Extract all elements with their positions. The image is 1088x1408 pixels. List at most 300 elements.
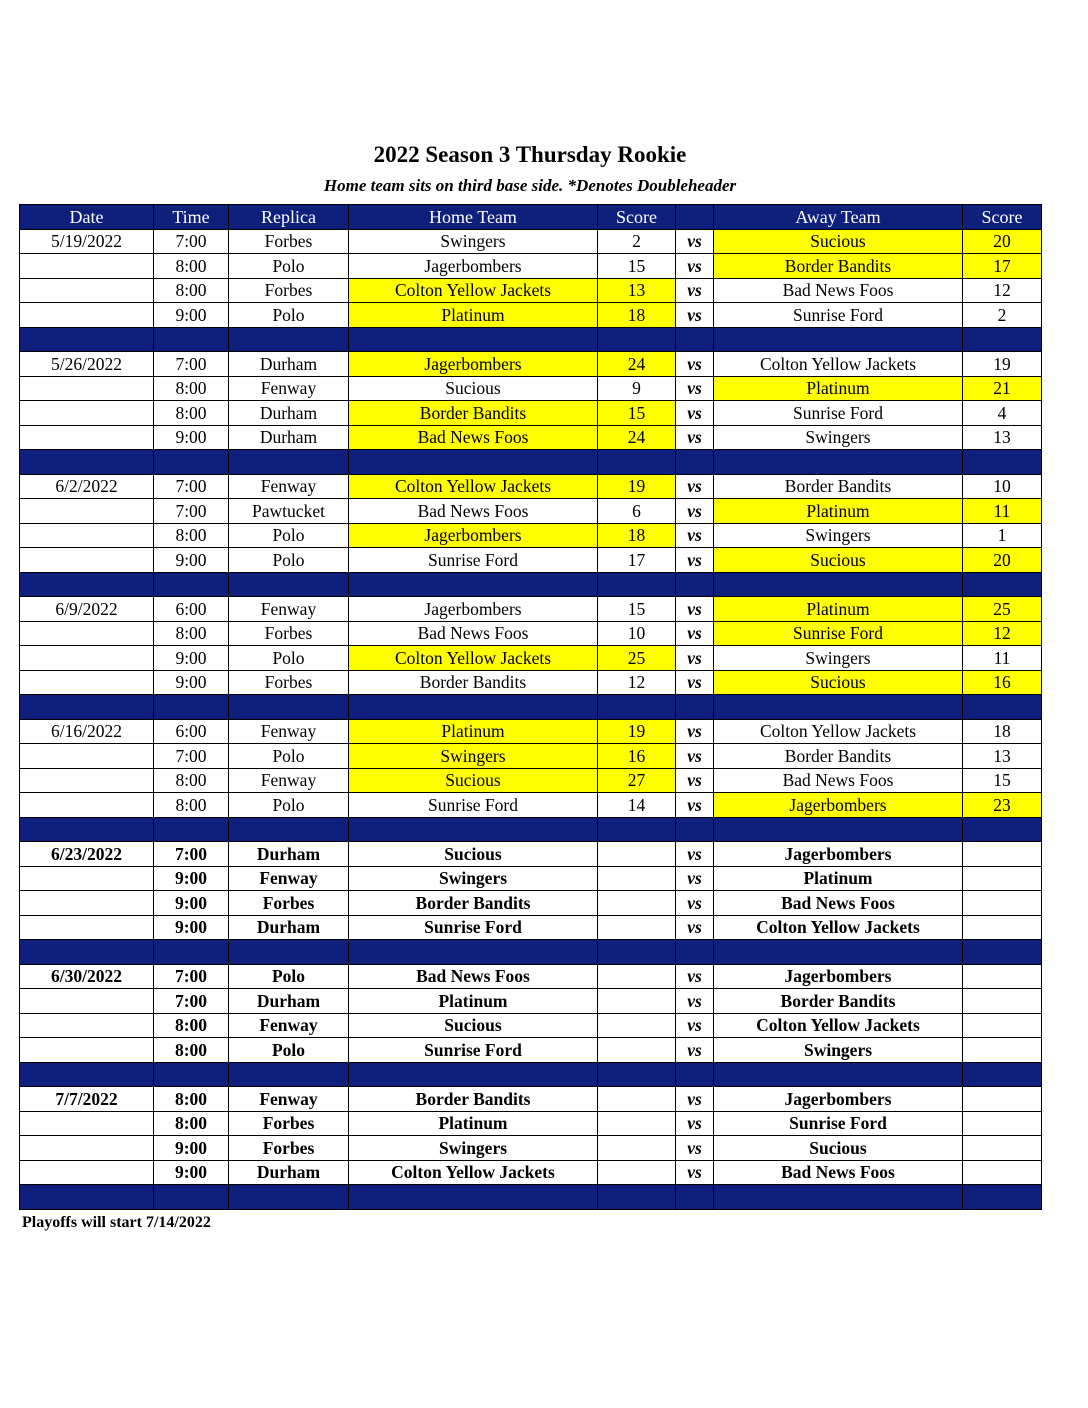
game-row (20, 278, 1042, 303)
vs-label: vs (676, 1136, 714, 1161)
home-team: Jagerbombers (349, 597, 598, 622)
away-score: 15 (963, 768, 1042, 793)
game-field: Polo (229, 523, 349, 548)
separator-cell (598, 817, 676, 842)
home-score: 9 (598, 376, 676, 401)
game-date (20, 499, 154, 524)
game-date (20, 646, 154, 671)
game-time: 8:00 (154, 1013, 229, 1038)
home-team: Platinum (349, 1111, 598, 1136)
week-separator-row (20, 940, 1042, 965)
home-team: Colton Yellow Jackets (349, 646, 598, 671)
home-team: Swingers (349, 1136, 598, 1161)
game-time: 8:00 (154, 523, 229, 548)
vs-label: vs (676, 401, 714, 426)
vs-label: vs (676, 523, 714, 548)
separator-cell (963, 572, 1042, 597)
game-time: 8:00 (154, 401, 229, 426)
separator-cell (676, 940, 714, 965)
away-score (963, 1160, 1042, 1185)
game-time: 7:00 (154, 229, 229, 254)
away-team: Sucious (714, 670, 963, 695)
separator-cell (20, 1185, 154, 1210)
schedule-table (19, 204, 1042, 1210)
game-row (20, 915, 1042, 940)
game-field: Polo (229, 1038, 349, 1063)
away-team: Swingers (714, 646, 963, 671)
game-field: Fenway (229, 474, 349, 499)
home-team: Platinum (349, 303, 598, 328)
separator-cell (229, 1185, 349, 1210)
game-date (20, 866, 154, 891)
home-team: Border Bandits (349, 401, 598, 426)
home-score (598, 866, 676, 891)
vs-label: vs (676, 499, 714, 524)
home-score (598, 1160, 676, 1185)
game-row (20, 401, 1042, 426)
home-score: 27 (598, 768, 676, 793)
home-score: 18 (598, 523, 676, 548)
separator-cell (598, 1062, 676, 1087)
away-score (963, 1038, 1042, 1063)
separator-cell (714, 450, 963, 475)
game-field: Polo (229, 303, 349, 328)
vs-label: vs (676, 425, 714, 450)
away-team: Sucious (714, 229, 963, 254)
separator-cell (714, 695, 963, 720)
separator-cell (154, 1062, 229, 1087)
away-score: 13 (963, 425, 1042, 450)
vs-label: vs (676, 1111, 714, 1136)
game-time: 9:00 (154, 670, 229, 695)
separator-cell (154, 1185, 229, 1210)
separator-cell (598, 695, 676, 720)
separator-cell (676, 817, 714, 842)
away-team: Bad News Foos (714, 768, 963, 793)
game-date (20, 254, 154, 279)
away-score (963, 866, 1042, 891)
home-team: Sucious (349, 1013, 598, 1038)
home-team: Sucious (349, 842, 598, 867)
home-score: 2 (598, 229, 676, 254)
game-date: 5/26/2022 (20, 352, 154, 377)
home-team: Bad News Foos (349, 499, 598, 524)
game-row (20, 425, 1042, 450)
game-time: 8:00 (154, 1038, 229, 1063)
home-score: 10 (598, 621, 676, 646)
home-score: 25 (598, 646, 676, 671)
game-row (20, 376, 1042, 401)
week-separator-row (20, 327, 1042, 352)
away-team: Jagerbombers (714, 793, 963, 818)
game-field: Fenway (229, 1013, 349, 1038)
game-time: 8:00 (154, 621, 229, 646)
game-time: 7:00 (154, 744, 229, 769)
page-subtitle: Home team sits on third base side. *Denotes Doubleheader (323, 176, 737, 195)
game-time: 9:00 (154, 646, 229, 671)
home-score (598, 1111, 676, 1136)
away-team: Platinum (714, 499, 963, 524)
separator-cell (349, 940, 598, 965)
away-score (963, 1087, 1042, 1112)
away-team: Border Bandits (714, 474, 963, 499)
game-row (20, 352, 1042, 377)
game-date (20, 744, 154, 769)
away-score: 11 (963, 646, 1042, 671)
separator-cell (349, 450, 598, 475)
separator-cell (349, 1185, 598, 1210)
vs-label: vs (676, 474, 714, 499)
home-score (598, 1013, 676, 1038)
separator-cell (229, 572, 349, 597)
game-row (20, 597, 1042, 622)
vs-label: vs (676, 303, 714, 328)
vs-label: vs (676, 964, 714, 989)
home-team: Platinum (349, 719, 598, 744)
away-score: 18 (963, 719, 1042, 744)
away-team: Sunrise Ford (714, 303, 963, 328)
home-team: Jagerbombers (349, 523, 598, 548)
home-team: Colton Yellow Jackets (349, 1160, 598, 1185)
home-score: 16 (598, 744, 676, 769)
home-team: Colton Yellow Jackets (349, 278, 598, 303)
vs-label: vs (676, 1160, 714, 1185)
separator-cell (154, 572, 229, 597)
away-team: Platinum (714, 866, 963, 891)
vs-label: vs (676, 768, 714, 793)
home-team: Border Bandits (349, 891, 598, 916)
game-row (20, 621, 1042, 646)
separator-cell (349, 817, 598, 842)
home-team: Jagerbombers (349, 254, 598, 279)
separator-cell (349, 327, 598, 352)
away-team: Sucious (714, 548, 963, 573)
game-time: 8:00 (154, 254, 229, 279)
game-time: 9:00 (154, 915, 229, 940)
game-field: Durham (229, 842, 349, 867)
game-date (20, 303, 154, 328)
away-score: 16 (963, 670, 1042, 695)
home-score: 19 (598, 474, 676, 499)
game-field: Forbes (229, 278, 349, 303)
separator-cell (229, 327, 349, 352)
away-team: Jagerbombers (714, 964, 963, 989)
away-score (963, 842, 1042, 867)
home-team: Colton Yellow Jackets (349, 474, 598, 499)
separator-cell (963, 940, 1042, 965)
separator-cell (20, 940, 154, 965)
away-score: 20 (963, 229, 1042, 254)
game-date (20, 1013, 154, 1038)
game-field: Polo (229, 254, 349, 279)
game-field: Forbes (229, 670, 349, 695)
home-score: 12 (598, 670, 676, 695)
home-team: Platinum (349, 989, 598, 1014)
away-team: Sunrise Ford (714, 401, 963, 426)
header-date: Date (20, 205, 154, 230)
home-team: Swingers (349, 744, 598, 769)
away-score: 20 (963, 548, 1042, 573)
separator-cell (598, 450, 676, 475)
away-team: Sunrise Ford (714, 1111, 963, 1136)
away-team: Border Bandits (714, 254, 963, 279)
game-date (20, 891, 154, 916)
vs-label: vs (676, 597, 714, 622)
game-time: 9:00 (154, 866, 229, 891)
game-date (20, 523, 154, 548)
game-time: 9:00 (154, 891, 229, 916)
home-score: 15 (598, 254, 676, 279)
away-team: Bad News Foos (714, 278, 963, 303)
away-team: Platinum (714, 376, 963, 401)
game-date: 5/19/2022 (20, 229, 154, 254)
vs-label: vs (676, 229, 714, 254)
home-team: Border Bandits (349, 1087, 598, 1112)
separator-cell (676, 1185, 714, 1210)
game-row (20, 1136, 1042, 1161)
game-field: Fenway (229, 1087, 349, 1112)
home-team: Jagerbombers (349, 352, 598, 377)
separator-cell (20, 817, 154, 842)
away-score: 25 (963, 597, 1042, 622)
game-row (20, 989, 1042, 1014)
separator-cell (154, 695, 229, 720)
game-row (20, 523, 1042, 548)
away-score: 13 (963, 744, 1042, 769)
week-separator-row (20, 817, 1042, 842)
away-team: Colton Yellow Jackets (714, 1013, 963, 1038)
game-time: 8:00 (154, 376, 229, 401)
away-score (963, 989, 1042, 1014)
game-time: 6:00 (154, 597, 229, 622)
separator-cell (714, 327, 963, 352)
vs-label: vs (676, 1038, 714, 1063)
game-date (20, 670, 154, 695)
away-score (963, 915, 1042, 940)
vs-label: vs (676, 278, 714, 303)
home-score (598, 989, 676, 1014)
away-score: 4 (963, 401, 1042, 426)
home-score (598, 1087, 676, 1112)
game-row (20, 891, 1042, 916)
game-time: 7:00 (154, 352, 229, 377)
away-team: Swingers (714, 1038, 963, 1063)
home-team: Swingers (349, 866, 598, 891)
away-score: 21 (963, 376, 1042, 401)
vs-label: vs (676, 989, 714, 1014)
footer-note: Playoffs will start 7/14/2022 (22, 1214, 211, 1231)
separator-cell (676, 572, 714, 597)
game-time: 8:00 (154, 1111, 229, 1136)
game-field: Fenway (229, 866, 349, 891)
separator-cell (676, 327, 714, 352)
game-date (20, 1136, 154, 1161)
game-row (20, 719, 1042, 744)
schedule-body (20, 229, 1042, 1209)
home-score (598, 964, 676, 989)
game-row (20, 646, 1042, 671)
header-away-team: Away Team (714, 205, 963, 230)
away-score (963, 964, 1042, 989)
game-field: Durham (229, 425, 349, 450)
game-row (20, 1160, 1042, 1185)
game-date (20, 401, 154, 426)
vs-label: vs (676, 548, 714, 573)
game-row (20, 793, 1042, 818)
game-date (20, 768, 154, 793)
game-field: Polo (229, 646, 349, 671)
home-team: Bad News Foos (349, 621, 598, 646)
separator-cell (229, 1062, 349, 1087)
game-date (20, 989, 154, 1014)
separator-cell (20, 572, 154, 597)
vs-label: vs (676, 915, 714, 940)
home-score: 15 (598, 401, 676, 426)
game-date (20, 793, 154, 818)
header-row (20, 205, 1042, 230)
game-field: Durham (229, 915, 349, 940)
away-team: Swingers (714, 425, 963, 450)
week-separator-row (20, 450, 1042, 475)
game-date (20, 548, 154, 573)
separator-cell (229, 940, 349, 965)
separator-cell (349, 695, 598, 720)
game-field: Forbes (229, 621, 349, 646)
home-score (598, 1038, 676, 1063)
separator-cell (714, 940, 963, 965)
vs-label: vs (676, 793, 714, 818)
game-row (20, 768, 1042, 793)
away-score: 17 (963, 254, 1042, 279)
game-row (20, 499, 1042, 524)
separator-cell (963, 450, 1042, 475)
game-date (20, 1111, 154, 1136)
game-time: 8:00 (154, 793, 229, 818)
away-team: Jagerbombers (714, 842, 963, 867)
home-score: 14 (598, 793, 676, 818)
game-row (20, 1087, 1042, 1112)
separator-cell (229, 695, 349, 720)
away-team: Sucious (714, 1136, 963, 1161)
away-team: Jagerbombers (714, 1087, 963, 1112)
game-date (20, 915, 154, 940)
vs-label: vs (676, 254, 714, 279)
week-separator-row (20, 1185, 1042, 1210)
home-score (598, 842, 676, 867)
separator-cell (963, 1062, 1042, 1087)
game-field: Durham (229, 401, 349, 426)
separator-cell (714, 572, 963, 597)
separator-cell (20, 695, 154, 720)
away-score: 10 (963, 474, 1042, 499)
week-separator-row (20, 1062, 1042, 1087)
home-team: Sucious (349, 376, 598, 401)
week-separator-row (20, 572, 1042, 597)
game-row (20, 1013, 1042, 1038)
game-field: Forbes (229, 891, 349, 916)
game-date: 6/2/2022 (20, 474, 154, 499)
home-team: Border Bandits (349, 670, 598, 695)
game-time: 7:00 (154, 474, 229, 499)
home-score: 24 (598, 352, 676, 377)
separator-cell (598, 940, 676, 965)
header-time: Time (154, 205, 229, 230)
home-team: Swingers (349, 229, 598, 254)
separator-cell (20, 327, 154, 352)
game-row (20, 744, 1042, 769)
away-team: Bad News Foos (714, 891, 963, 916)
home-score: 6 (598, 499, 676, 524)
separator-cell (154, 327, 229, 352)
vs-label: vs (676, 376, 714, 401)
game-time: 7:00 (154, 989, 229, 1014)
away-team: Colton Yellow Jackets (714, 915, 963, 940)
separator-cell (154, 940, 229, 965)
game-row (20, 964, 1042, 989)
away-score: 2 (963, 303, 1042, 328)
game-date: 7/7/2022 (20, 1087, 154, 1112)
game-field: Fenway (229, 719, 349, 744)
vs-label: vs (676, 352, 714, 377)
away-team: Swingers (714, 523, 963, 548)
header-away-score: Score (963, 205, 1042, 230)
separator-cell (963, 1185, 1042, 1210)
away-team: Border Bandits (714, 989, 963, 1014)
game-time: 9:00 (154, 548, 229, 573)
game-time: 9:00 (154, 303, 229, 328)
game-field: Fenway (229, 768, 349, 793)
separator-cell (676, 1062, 714, 1087)
game-time: 9:00 (154, 425, 229, 450)
vs-label: vs (676, 1013, 714, 1038)
home-team: Sunrise Ford (349, 793, 598, 818)
game-row (20, 670, 1042, 695)
home-team: Sunrise Ford (349, 915, 598, 940)
game-field: Durham (229, 352, 349, 377)
vs-label: vs (676, 621, 714, 646)
away-score: 11 (963, 499, 1042, 524)
game-row (20, 229, 1042, 254)
game-time: 7:00 (154, 499, 229, 524)
game-time: 6:00 (154, 719, 229, 744)
separator-cell (676, 450, 714, 475)
separator-cell (229, 450, 349, 475)
week-separator-row (20, 695, 1042, 720)
game-row (20, 254, 1042, 279)
away-team: Border Bandits (714, 744, 963, 769)
vs-label: vs (676, 744, 714, 769)
separator-cell (598, 1185, 676, 1210)
home-score: 24 (598, 425, 676, 450)
game-time: 8:00 (154, 1087, 229, 1112)
game-row (20, 548, 1042, 573)
separator-cell (154, 817, 229, 842)
game-field: Pawtucket (229, 499, 349, 524)
home-score: 15 (598, 597, 676, 622)
home-team: Sunrise Ford (349, 548, 598, 573)
game-time: 9:00 (154, 1136, 229, 1161)
game-field: Durham (229, 1160, 349, 1185)
header-home-team: Home Team (349, 205, 598, 230)
separator-cell (349, 572, 598, 597)
away-score: 23 (963, 793, 1042, 818)
home-team: Sunrise Ford (349, 1038, 598, 1063)
game-row (20, 474, 1042, 499)
separator-cell (714, 1062, 963, 1087)
home-score (598, 915, 676, 940)
game-time: 8:00 (154, 768, 229, 793)
away-score: 19 (963, 352, 1042, 377)
